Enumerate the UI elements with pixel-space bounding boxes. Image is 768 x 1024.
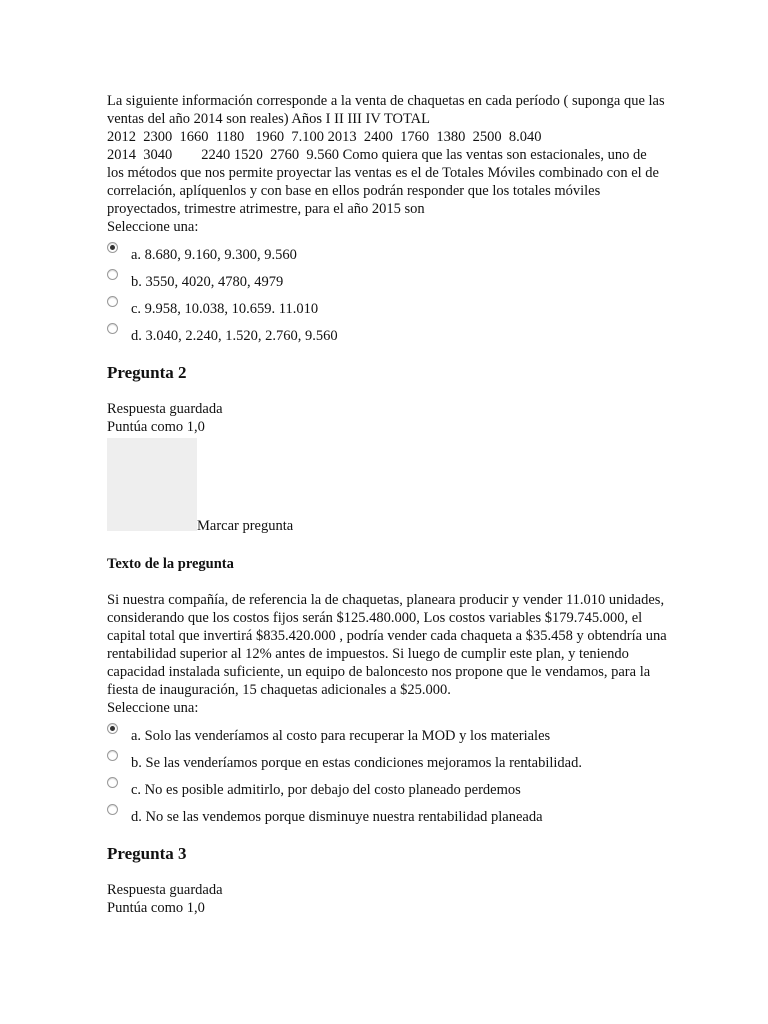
question-2-status: Respuesta guardada [107, 401, 223, 417]
question-2-option-c[interactable] [107, 775, 667, 802]
question-2-heading: Pregunta 2 [107, 363, 187, 382]
question-2-option-b[interactable] [107, 748, 667, 775]
question-3-status: Respuesta guardada [107, 882, 223, 898]
radio-icon[interactable] [107, 323, 118, 334]
flag-icon[interactable] [107, 438, 197, 531]
radio-selected-icon[interactable] [107, 723, 118, 734]
option-label: a. Solo las venderíamos al costo para recuperar la MOD y los materiales [131, 728, 551, 744]
question-1-option-b[interactable] [107, 267, 667, 294]
question-1-option-d[interactable] [107, 321, 667, 348]
question-2-option-a[interactable] [107, 721, 667, 748]
question-1-prompt: Seleccione una: [107, 219, 199, 235]
option-label: b. Se las venderíamos porque en estas condiciones mejoramos la rentabilidad. [131, 755, 582, 771]
option-label: c. 9.958, 10.038, 10.659. 11.010 [131, 301, 319, 317]
radio-icon[interactable] [107, 296, 118, 307]
radio-icon[interactable] [107, 750, 118, 761]
option-label: b. 3550, 4020, 4780, 4979 [131, 274, 284, 290]
radio-selected-icon[interactable] [107, 242, 118, 253]
question-2-options [107, 721, 667, 829]
question-1-option-c[interactable] [107, 294, 667, 321]
question-3-heading: Pregunta 3 [107, 844, 187, 863]
question-1 [107, 92, 667, 348]
option-label: d. No se las vendemos porque disminuye nuestra rentabilidad planeada [131, 809, 543, 825]
question-2-text-heading: Texto de la pregunta [107, 556, 234, 572]
radio-icon[interactable] [107, 777, 118, 788]
question-3 [107, 843, 667, 917]
question-2-score: Puntúa como 1,0 [107, 419, 205, 435]
question-1-option-a[interactable] [107, 240, 667, 267]
radio-icon[interactable] [107, 804, 118, 815]
question-2-text: Si nuestra compañía, de referencia la de chaquetas, planeara producir y vender 11.010 unidades, considerando que los costos fijos serán $125.480.000, Los costos variables $179.745.000, el capital total que invertirá $835.420.000 , podría vender cada chaqueta a $35.458 y obtendría una rentabilidad superior al 12% antes de impuestos. Si luego de cumplir este plan, y teniendo capacidad instalada suficiente, un equipo de baloncesto nos propone que le vendamos, para la fiesta de inauguración, 15 chaquetas adicionales a $25.000. [107, 592, 667, 698]
flag-question-link[interactable]: Marcar pregunta [197, 518, 294, 534]
option-label: d. 3.040, 2.240, 1.520, 2.760, 9.560 [131, 328, 338, 344]
option-label: c. No es posible admitirlo, por debajo del costo planeado perdemos [131, 782, 521, 798]
option-label: a. 8.680, 9.160, 9.300, 9.560 [131, 247, 297, 263]
question-2 [107, 362, 667, 829]
question-1-options [107, 240, 667, 348]
radio-icon[interactable] [107, 269, 118, 280]
question-3-score: Puntúa como 1,0 [107, 900, 205, 916]
question-2-prompt: Seleccione una: [107, 700, 199, 716]
question-1-text: La siguiente información corresponde a la venta de chaquetas en cada período ( suponga que las ventas del año 2014 son reales) Años I II III IV TOTAL 2012 2300 1660 1180 1960 7.100 2013 2400 1760 1380 2500 8.040 2014 3040 2240 1520 2760 9.560 Como quiera que las ventas son estacionales, uno de los métodos que nos permite proyectar las ventas es el de Totales Móviles combinado con el de correlación, aplíquenlos y con base en ellos podrán responder que los totales móviles proyectados, trimestre atrimestre, para el año 2015 son [107, 93, 665, 217]
question-2-option-d[interactable] [107, 802, 667, 829]
quiz-page [107, 92, 667, 917]
